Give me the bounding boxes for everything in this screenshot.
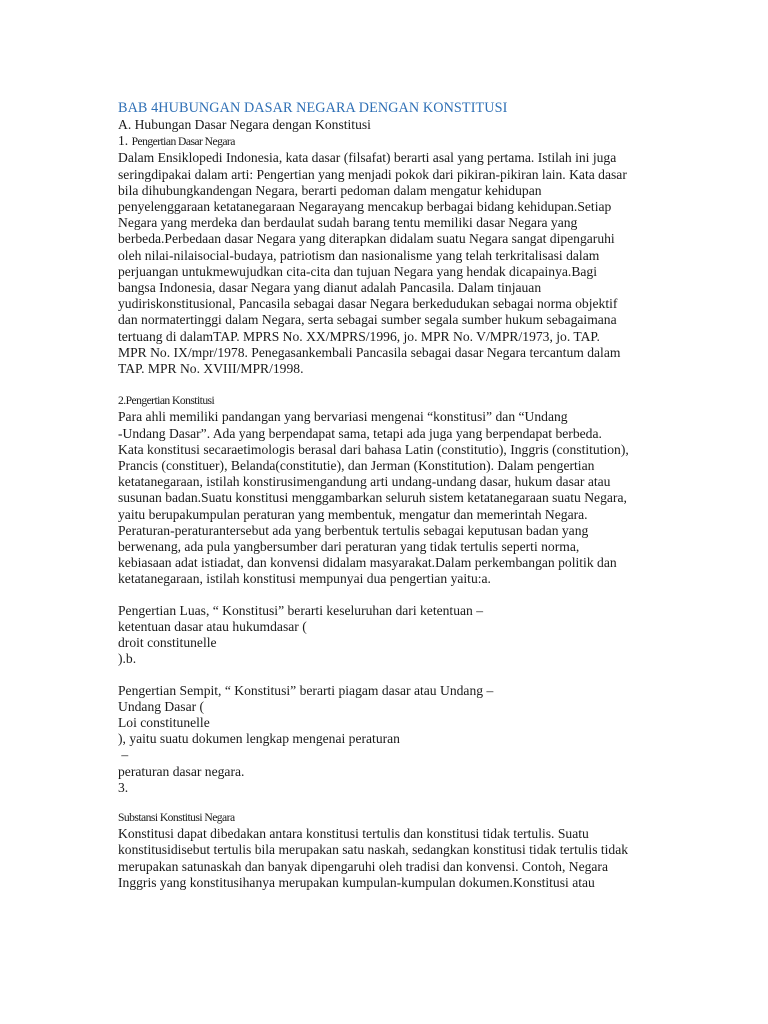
definition-luas	[118, 603, 658, 668]
paragraph-line: seringdipakai dalam arti: Pengertian yang menjadi pokok dari pikiran-pikiran lain. Kata dasar	[118, 166, 627, 182]
paragraph-line: Negara yang merdeka dan berdaulat sudah barang tentu memiliki dasar Negara yang	[118, 215, 578, 231]
paragraph-line: bila dihubungkandengan Negara, berarti pedoman dalam mengatur kehidupan	[118, 182, 542, 198]
paragraph-line: konstitusidisebut tertulis bila merupakan satu naskah, sedangkan konstitusi tidak tertulis tidak	[118, 842, 629, 858]
section-1-heading: Pengertian Dasar Negara	[131, 135, 235, 149]
section-1-body	[118, 150, 658, 377]
section-3-number: 3.	[118, 779, 129, 795]
paragraph-line: Prancis (constituer), Belanda(constitutie), dan Jerman (Konstitution). Dalam pengertian	[118, 458, 595, 474]
paragraph-line: Dalam Ensiklopedi Indonesia, kata dasar (filsafat) berarti asal yang pertama. Istilah ini juga	[118, 150, 617, 166]
paragraph-line: droit constitunelle	[118, 635, 217, 651]
section-3-body	[118, 826, 658, 891]
paragraph-line: Peraturan-peraturantersebut ada yang berbentuk tertulis sebagai keputusan badan yang	[118, 522, 589, 538]
paragraph-line: merupakan satunaskah dan banyak dipengaruhi oleh tradisi dan konvensi. Contoh, Negara	[118, 858, 608, 874]
section-2-heading: 2.Pengertian Konstitusi	[118, 394, 215, 408]
paragraph-line: Loi constitunelle	[118, 714, 210, 730]
paragraph-line: Kata konstitusi secaraetimologis berasal dari bahasa Latin (constitutio), Inggris (constitution),	[118, 441, 629, 457]
paragraph-line: Para ahli memiliki pandangan yang bervariasi mengenai “konstitusi” dan “Undang	[118, 409, 568, 425]
section-2-body	[118, 409, 658, 587]
paragraph-line: tertuang di dalamTAP. MPRS No. XX/MPRS/1996, jo. MPR No. V/MPR/1973, jo. TAP.	[118, 328, 600, 344]
document-page	[118, 100, 658, 891]
definition-sempit	[118, 683, 658, 796]
paragraph-line: –	[118, 747, 129, 763]
paragraph-line: ), yaitu suatu dokumen lengkap mengenai peraturan	[118, 731, 400, 747]
document-title: BAB 4HUBUNGAN DASAR NEGARA DENGAN KONSTITUSI	[118, 100, 508, 116]
paragraph-line: penyelenggaraan ketatanegaraan Negarayang mencakup berbagai bidang kehidupan.Setiap	[118, 199, 612, 215]
paragraph-line: Undang Dasar (	[118, 698, 205, 714]
paragraph-line: ).b.	[118, 651, 137, 667]
section-1-heading-row	[118, 133, 658, 150]
paragraph-line: -Undang Dasar”. Ada yang berpendapat sama, tetapi ada juga yang berpendapat berbeda.	[118, 425, 602, 441]
paragraph-line: berwenang, ada pula yangbersumber dari peraturan yang tidak tertulis seperti norma,	[118, 539, 580, 555]
paragraph-line: ketentuan dasar atau hukumdasar (	[118, 618, 307, 634]
paragraph-line: kebiasaan adat istiadat, dan konvensi didalam masyarakat.Dalam perkembangan politik dan	[118, 555, 617, 571]
paragraph-line: ketatanegaraan, istilah konstirusimengandung arti undang-undang dasar, hukum dasar atau	[118, 474, 611, 490]
section-a-heading: A. Hubungan Dasar Negara dengan Konstitusi	[118, 117, 371, 132]
section-1-number: 1.	[118, 133, 129, 149]
paragraph-line: ketatanegaraan, istilah konstitusi mempunyai dua pengertian yaitu:a.	[118, 571, 491, 587]
paragraph-line: Pengertian Luas, “ Konstitusi” berarti keseluruhan dari ketentuan –	[118, 602, 484, 618]
paragraph-line: Inggris yang konstitusihanya merupakan kumpulan-kumpulan dokumen.Konstitusi atau	[118, 874, 595, 890]
paragraph-line: oleh nilai-nilaisocial-budaya, patriotism dan nasionalisme yang telah terkritalisasi dalam	[118, 247, 600, 263]
paragraph-line: Pengertian Sempit, “ Konstitusi” berarti piagam dasar atau Undang –	[118, 682, 494, 698]
paragraph-line: perjuangan untukmewujudkan cita-cita dan tujuan Negara yang hendak dicapainya.Bagi	[118, 263, 598, 279]
paragraph-line: TAP. MPR No. XVIII/MPR/1998.	[118, 361, 304, 377]
paragraph-line: peraturan dasar negara.	[118, 763, 245, 779]
paragraph-line: MPR No. IX/mpr/1978. Penegasankembali Pancasila sebagai dasar Negara tercantum dalam	[118, 344, 621, 360]
paragraph-line: Konstitusi dapat dibedakan antara konstitusi tertulis dan konstitusi tidak tertulis. Suatu	[118, 826, 589, 842]
paragraph-line: bangsa Indonesia, dasar Negara yang dianut adalah Pancasila. Dalam tinjauan	[118, 280, 542, 296]
paragraph-line: dan normatertinggi dalam Negara, serta sebagai sumber segala sumber hukum sebagaimana	[118, 312, 617, 328]
paragraph-line: yaitu berupakumpulan peraturan yang membentuk, mengatur dan memerintah Negara.	[118, 506, 588, 522]
section-3-heading: Substansi Konstitusi Negara	[118, 810, 235, 824]
paragraph-line: susunan badan.Suatu konstitusi menggambarkan seluruh sistem ketatanegaraan suatu Negara,	[118, 490, 627, 506]
paragraph-line: yudiriskonstitusional, Pancasila sebagai dasar Negara berkedudukan sebagai norma objektif	[118, 296, 618, 312]
paragraph-line: berbeda.Perbedaan dasar Negara yang diterapkan didalam suatu Negara sangat dipengaruhi	[118, 231, 615, 247]
